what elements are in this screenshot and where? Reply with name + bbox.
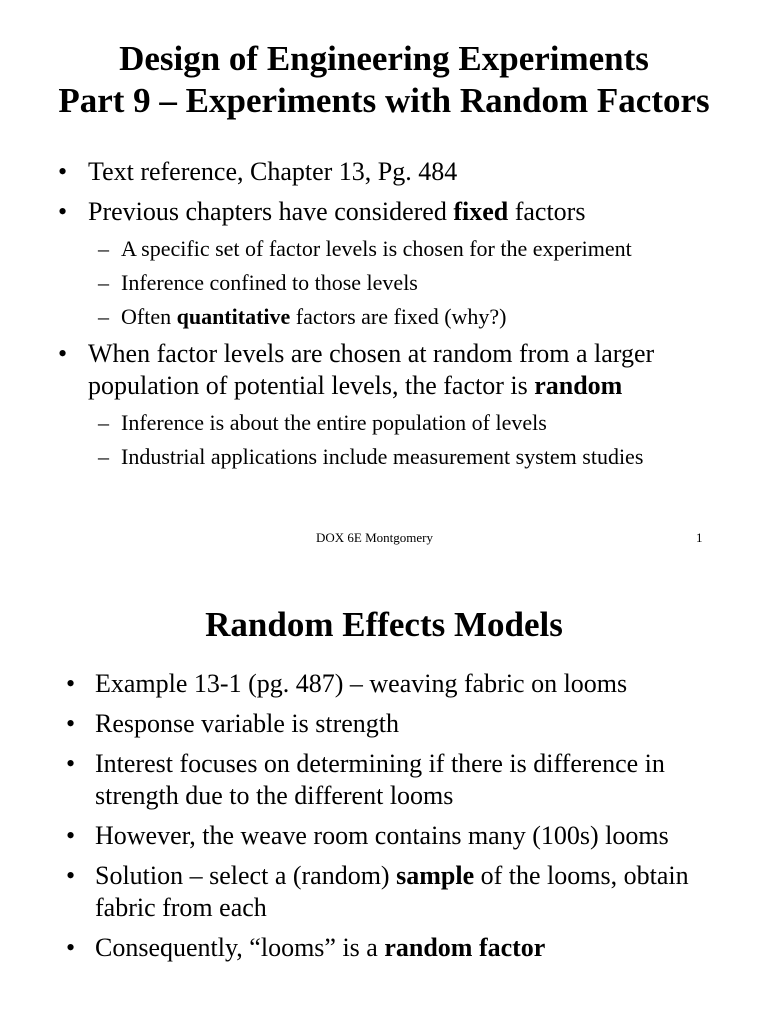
- sub-bullet: – A specific set of factor levels is chosen for the experiment: [88, 235, 708, 262]
- bullet-interest: • Interest focuses on determining if there is difference in strength due to the different looms: [0, 748, 768, 812]
- bullet-text: When factor levels are chosen at random from a larger population of potential levels, the factor is: [88, 339, 655, 400]
- bullet-fixed-factors: [0, 196, 768, 330]
- slide-1-bullet-list: [0, 148, 768, 470]
- bullet-weave-room: • However, the weave room contains many (100s) looms: [0, 820, 768, 852]
- bullet-text: Solution – select a (random): [95, 861, 397, 890]
- bullet-example: • Example 13-1 (pg. 487) – weaving fabric on looms: [0, 668, 768, 700]
- slide-footer: DOX 6E Montgomery: [316, 530, 433, 545]
- bullet-solution: [0, 860, 768, 924]
- slide-1-title-line-2: Part 9 – Experiments with Random Factors: [58, 81, 710, 120]
- sub-bullet-list: [88, 235, 708, 330]
- bold-term-random: random: [534, 371, 623, 400]
- sub-bullet: – Inference confined to those levels: [88, 269, 708, 296]
- bullet-random-factor: [0, 338, 768, 470]
- bullet-response-variable: • Response variable is strength: [0, 708, 768, 740]
- slide-2-bullet-list: [0, 660, 768, 964]
- bold-term-random-factor: random factor: [384, 933, 546, 962]
- bold-term-quantitative: quantitative: [176, 304, 291, 329]
- bullet-text: factors: [508, 197, 586, 226]
- bullet-consequently: [0, 932, 768, 964]
- sub-bullet: – Inference is about the entire population of levels: [88, 409, 708, 436]
- slide-2-title: Random Effects Models: [205, 605, 563, 644]
- bullet-text: Consequently, “looms” is a: [95, 933, 385, 962]
- bullet-text: Text reference, Chapter 13, Pg. 484: [88, 157, 458, 186]
- sub-bullet-list: [88, 409, 708, 470]
- bold-term-fixed: fixed: [453, 197, 509, 226]
- sub-bullet-text: Often: [121, 304, 177, 329]
- bullet-text: of the looms, obtain fabric from each: [95, 861, 689, 922]
- slide-2: [0, 560, 768, 1024]
- bullet-text: Previous chapters have considered: [88, 197, 454, 226]
- sub-bullet: [88, 303, 708, 330]
- sub-bullet-text: factors are fixed (why?): [290, 304, 507, 329]
- slide-1-title: [0, 38, 768, 122]
- slide-1-title-line-1: Design of Engineering Experiments: [119, 39, 649, 78]
- bullet-text-reference: [0, 156, 768, 188]
- sub-bullet: – Industrial applications include measurement system studies: [88, 443, 708, 470]
- page-number: 1: [696, 530, 703, 545]
- bold-term-sample: sample: [396, 861, 475, 890]
